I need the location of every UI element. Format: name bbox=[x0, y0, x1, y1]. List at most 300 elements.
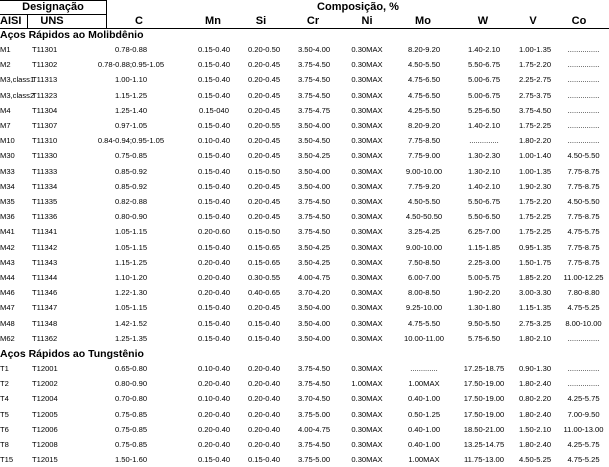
cell-aisi: T5 bbox=[0, 409, 9, 419]
cell-mn: 0.15-0.40 bbox=[197, 455, 231, 465]
aisi-uns-divider bbox=[27, 14, 28, 28]
table-row bbox=[0, 58, 609, 72]
cell-c: 1.05-1.15 bbox=[114, 242, 148, 252]
cell-uns: T11313 bbox=[32, 75, 58, 85]
cell-si: 0.15-0.40 bbox=[247, 318, 281, 328]
cell-cr: 3.50-4.00 bbox=[297, 166, 331, 176]
cell-cr: 3.50-4.50 bbox=[297, 136, 331, 146]
cell-co: 7.75-8.75 bbox=[567, 242, 600, 252]
cell-mn: 0.15-0.40 bbox=[197, 197, 231, 206]
cell-w: 5.00-5.75 bbox=[467, 273, 501, 282]
cell-co: 4.75-5.25 bbox=[567, 455, 600, 465]
col-header-v: V bbox=[529, 15, 537, 27]
cell-v: 0.80-2.20 bbox=[518, 394, 552, 404]
designacao-header: Designação bbox=[22, 1, 84, 13]
table-row bbox=[0, 256, 609, 270]
cell-ni: 0.30MAX bbox=[351, 45, 383, 54]
cell-cr: 3.75-4.50 bbox=[297, 60, 331, 70]
cell-v: 1.75-2.25 bbox=[518, 212, 552, 222]
cell-ni: 0.30MAX bbox=[351, 364, 383, 373]
cell-si: 0.20-0.45 bbox=[247, 75, 281, 85]
col-header-aisi: AISI bbox=[0, 15, 22, 27]
cell-mo: 1.00MAX bbox=[408, 379, 440, 389]
cell-v: 1.80-2.20 bbox=[518, 136, 552, 146]
cell-mo: 4.75-6.50 bbox=[407, 90, 441, 100]
cell-c: 0.65-0.80 bbox=[114, 364, 148, 373]
cell-w: 5.50-6.75 bbox=[467, 197, 501, 206]
cell-aisi: T6 bbox=[0, 424, 9, 434]
cell-ni: 0.30MAX bbox=[351, 303, 383, 313]
cell-si: 0.20-0.45 bbox=[247, 136, 281, 146]
cell-ni: 0.30MAX bbox=[351, 318, 383, 328]
cell-ni: 0.30MAX bbox=[351, 257, 383, 267]
cell-cr: 3.50-4.25 bbox=[297, 257, 331, 267]
col-header-mn: Mn bbox=[205, 15, 221, 27]
col-header-mo: Mo bbox=[415, 15, 431, 27]
header-top-rule bbox=[0, 0, 107, 1]
cell-si: 0.15-0.65 bbox=[247, 257, 281, 267]
cell-mo: 10.00-11.00 bbox=[404, 333, 444, 343]
col-header-c: C bbox=[135, 15, 143, 27]
cell-mo: 0.40-1.00 bbox=[407, 424, 441, 434]
cell-c: 1.00-1.10 bbox=[114, 75, 148, 85]
cell-mo: 7.50-8.50 bbox=[407, 257, 441, 267]
cell-ni: 0.30MAX bbox=[351, 60, 383, 70]
cell-v: 1.80-2.10 bbox=[518, 333, 552, 343]
cell-si: 0.40-0.65 bbox=[247, 288, 281, 298]
table-row bbox=[0, 180, 609, 194]
cell-mo: 4.25-5.50 bbox=[407, 105, 441, 115]
cell-c: 1.10-1.20 bbox=[114, 273, 148, 282]
cell-co: 7.80-8.80 bbox=[567, 288, 600, 298]
table-row bbox=[0, 453, 609, 467]
cell-v: 4.50-5.25 bbox=[518, 455, 552, 465]
cell-w: 1.15-1.85 bbox=[467, 242, 501, 252]
section-title: Aços Rápidos ao Tungstênio bbox=[0, 348, 144, 360]
cell-si: 0.20-0.40 bbox=[247, 424, 281, 434]
cell-mn: 0.15-0.40 bbox=[197, 60, 231, 70]
composicao-header: Composição, % bbox=[317, 1, 399, 13]
cell-ni: 0.30MAX bbox=[351, 242, 383, 252]
cell-cr: 3.70-4.50 bbox=[297, 394, 331, 404]
cell-aisi: T8 bbox=[0, 440, 9, 449]
cell-ni: 0.30MAX bbox=[351, 409, 383, 419]
cell-mn: 0.20-0.40 bbox=[197, 273, 231, 282]
cell-w: 5.75-6.50 bbox=[467, 333, 501, 343]
cell-mo: 1.00MAX bbox=[408, 455, 440, 465]
table-row bbox=[0, 438, 609, 452]
cell-c: 0.75-0.85 bbox=[114, 440, 148, 449]
cell-mo: 8.20-9.20 bbox=[407, 45, 441, 54]
cell-cr: 3.75-4.50 bbox=[297, 90, 331, 100]
cell-si: 0.20-0.45 bbox=[247, 60, 281, 70]
cell-co: 7.75-8.75 bbox=[567, 257, 600, 267]
cell-aisi: M44 bbox=[0, 273, 15, 282]
cell-c: 0.75-0.85 bbox=[114, 409, 148, 419]
cell-w: 1.30-2.10 bbox=[467, 166, 501, 176]
cell-ni: 0.30MAX bbox=[351, 227, 383, 237]
cell-uns: T11362 bbox=[32, 333, 58, 343]
cell-c: 1.50-1.60 bbox=[114, 455, 148, 465]
table-row bbox=[0, 271, 609, 285]
cell-w: 18.50-21.00 bbox=[463, 424, 505, 434]
cell-mn: 0.10-0.40 bbox=[197, 394, 231, 404]
cell-co: 11.00-12.25 bbox=[563, 273, 604, 282]
cell-mo: 4.75-6.50 bbox=[407, 75, 441, 85]
cell-mn: 0.15-0.40 bbox=[197, 151, 231, 161]
cell-w: 17.50-19.00 bbox=[463, 394, 505, 404]
cell-aisi: T2 bbox=[0, 379, 9, 389]
cell-c: 1.15-1.25 bbox=[114, 257, 148, 267]
table-row bbox=[0, 286, 609, 300]
cell-si: 0.20-0.50 bbox=[247, 45, 281, 54]
cell-mo: 7.75-9.00 bbox=[407, 151, 441, 161]
cell-co: 4.50-5.50 bbox=[567, 197, 600, 206]
cell-uns: T11304 bbox=[32, 105, 58, 115]
cell-uns: T11348 bbox=[32, 318, 58, 328]
table-row bbox=[0, 423, 609, 437]
table-row bbox=[0, 89, 609, 103]
cell-ni: 0.30MAX bbox=[351, 166, 383, 176]
cell-mo: 7.75-9.20 bbox=[407, 181, 441, 191]
cell-aisi: M4 bbox=[0, 105, 11, 115]
cell-mn: 0.20-0.40 bbox=[197, 440, 231, 449]
cell-v: 1.90-2.30 bbox=[518, 181, 552, 191]
cell-ni: 0.30MAX bbox=[351, 181, 383, 191]
cell-si: 0.20-0.45 bbox=[247, 90, 281, 100]
cell-co: 7.75-8.75 bbox=[567, 166, 600, 176]
cell-v: 1.85-2.20 bbox=[518, 273, 552, 282]
cell-mo: 8.00-8.50 bbox=[407, 288, 441, 298]
cell-uns: T11301 bbox=[32, 45, 58, 54]
cell-w: 17.25-18.75 bbox=[463, 364, 505, 373]
cell-cr: 3.75-5.00 bbox=[297, 409, 331, 419]
cell-aisi: M1 bbox=[0, 45, 11, 54]
cell-uns: T11302 bbox=[32, 60, 58, 70]
cell-co: ............... bbox=[567, 105, 600, 115]
cell-cr: 3.70-4.20 bbox=[297, 288, 331, 298]
cell-co: ............... bbox=[567, 121, 600, 130]
cell-uns: T11346 bbox=[32, 288, 58, 298]
cell-si: 0.15-0.65 bbox=[247, 242, 281, 252]
cell-w: 5.25-6.50 bbox=[467, 105, 501, 115]
cell-v: 2.75-3.75 bbox=[518, 90, 552, 100]
cell-si: 0.15-0.50 bbox=[247, 227, 281, 237]
cell-aisi: M48 bbox=[0, 318, 15, 328]
cell-mn: 0.15-0.40 bbox=[197, 318, 231, 328]
cell-co: 4.75-5.25 bbox=[567, 303, 600, 313]
cell-c: 0.97-1.05 bbox=[114, 121, 148, 130]
cell-c: 1.05-1.15 bbox=[114, 303, 148, 313]
col-header-si: Si bbox=[255, 15, 267, 27]
section-title: Aços Rápidos ao Molibdênio bbox=[0, 29, 144, 41]
cell-mo: 4.50-50.50 bbox=[405, 212, 443, 222]
col-header-cr: Cr bbox=[306, 15, 320, 27]
designacao-right-rule bbox=[106, 0, 107, 28]
cell-aisi: T4 bbox=[0, 394, 9, 404]
cell-c: 0.85-0.92 bbox=[114, 166, 148, 176]
cell-ni: 1.00MAX bbox=[351, 379, 383, 389]
cell-co: 7.75-8.75 bbox=[567, 181, 600, 191]
cell-ni: 0.30MAX bbox=[351, 75, 383, 85]
cell-mo: 4.50-5.50 bbox=[407, 197, 441, 206]
cell-aisi: M3,class2 bbox=[0, 90, 35, 100]
cell-uns: T12004 bbox=[32, 394, 58, 404]
cell-v: 1.00-1.35 bbox=[518, 45, 552, 54]
cell-mn: 0.10-0.40 bbox=[197, 364, 231, 373]
table-row bbox=[0, 392, 609, 406]
cell-mo: 9.00-10.00 bbox=[405, 166, 443, 176]
cell-co: ............... bbox=[567, 75, 600, 85]
cell-mn: 0.15-0.40 bbox=[197, 166, 231, 176]
cell-ni: 0.30MAX bbox=[351, 212, 383, 222]
cell-co: 4.25-5.75 bbox=[567, 394, 600, 404]
cell-c: 1.22-1.30 bbox=[114, 288, 148, 298]
cell-ni: 0.30MAX bbox=[351, 333, 383, 343]
cell-si: 0.20-0.45 bbox=[247, 197, 281, 206]
designacao-underline bbox=[0, 14, 107, 15]
cell-si: 0.15-0.40 bbox=[247, 455, 281, 465]
cell-w: 9.50-5.50 bbox=[467, 318, 501, 328]
cell-v: 1.75-2.20 bbox=[518, 60, 552, 70]
table-row bbox=[0, 332, 609, 346]
table-row bbox=[0, 225, 609, 239]
cell-aisi: M62 bbox=[0, 333, 15, 343]
cell-uns: T12005 bbox=[32, 409, 58, 419]
cell-uns: T12001 bbox=[32, 364, 58, 373]
cell-uns: T12006 bbox=[32, 424, 58, 434]
cell-ni: 0.30MAX bbox=[351, 105, 383, 115]
cell-v: 1.80-2.40 bbox=[518, 440, 552, 449]
col-header-co: Co bbox=[571, 15, 587, 27]
cell-w: 13.25-14.75 bbox=[463, 440, 505, 449]
cell-co: ............... bbox=[567, 379, 600, 389]
cell-aisi: M47 bbox=[0, 303, 15, 313]
cell-cr: 3.75-4.50 bbox=[297, 440, 331, 449]
cell-cr: 3.50-4.00 bbox=[297, 121, 331, 130]
cell-ni: 0.30MAX bbox=[351, 440, 383, 449]
cell-w: 1.30-1.80 bbox=[467, 303, 501, 313]
cell-aisi: M36 bbox=[0, 212, 15, 222]
cell-ni: 0.30MAX bbox=[351, 136, 383, 146]
cell-cr: 3.50-4.00 bbox=[297, 181, 331, 191]
cell-uns: T12008 bbox=[32, 440, 58, 449]
cell-mn: 0.20-0.60 bbox=[197, 227, 231, 237]
cell-aisi: T15 bbox=[0, 455, 14, 465]
cell-aisi: M30 bbox=[0, 151, 15, 161]
col-header-w: W bbox=[477, 15, 489, 27]
cell-v: 1.75-2.20 bbox=[518, 197, 552, 206]
cell-co: ............... bbox=[567, 60, 600, 70]
cell-mo: 7.75-8.50 bbox=[407, 136, 441, 146]
cell-aisi: M42 bbox=[0, 242, 15, 252]
table-row bbox=[0, 362, 609, 376]
cell-w: 17.50-19.00 bbox=[463, 379, 505, 389]
cell-si: 0.20-0.40 bbox=[247, 409, 281, 419]
cell-aisi: M43 bbox=[0, 257, 15, 267]
cell-c: 1.15-1.25 bbox=[114, 90, 148, 100]
table-row bbox=[0, 149, 609, 163]
table-row bbox=[0, 73, 609, 87]
cell-cr: 4.00-4.75 bbox=[297, 424, 331, 434]
cell-mn: 0.15-0.40 bbox=[197, 75, 231, 85]
cell-c: 0.80-0.90 bbox=[114, 212, 148, 222]
cell-v: 1.75-2.25 bbox=[518, 121, 552, 130]
cell-v: 1.50-1.75 bbox=[518, 257, 552, 267]
cell-aisi: M35 bbox=[0, 197, 15, 206]
cell-aisi: M3,class1 bbox=[0, 75, 35, 85]
cell-uns: T11334 bbox=[32, 181, 58, 191]
cell-w: 2.25-3.00 bbox=[467, 257, 501, 267]
cell-v: 1.75-2.25 bbox=[518, 227, 552, 237]
cell-cr: 3.75-4.50 bbox=[297, 227, 331, 237]
cell-uns: T11307 bbox=[32, 121, 58, 130]
cell-c: 1.25-1.35 bbox=[114, 333, 148, 343]
cell-c: 0.85-0.92 bbox=[114, 181, 148, 191]
cell-w: 1.90-2.20 bbox=[467, 288, 501, 298]
cell-uns: T11323 bbox=[32, 90, 58, 100]
cell-co: ............... bbox=[567, 45, 600, 54]
cell-w: 1.40-2.10 bbox=[467, 121, 501, 130]
cell-mo: 0.40-1.00 bbox=[407, 394, 441, 404]
cell-cr: 3.50-4.00 bbox=[297, 318, 331, 328]
cell-cr: 3.75-4.50 bbox=[297, 197, 331, 206]
cell-si: 0.20-0.40 bbox=[247, 379, 281, 389]
cell-uns: T11347 bbox=[32, 303, 58, 313]
cell-mn: 0.15-0.40 bbox=[197, 333, 231, 343]
cell-c: 0.78-0.88;0.95-1.05 bbox=[97, 60, 165, 70]
cell-si: 0.20-0.45 bbox=[247, 303, 281, 313]
cell-si: 0.20-0.40 bbox=[247, 364, 281, 373]
cell-si: 0.20-0.45 bbox=[247, 212, 281, 222]
cell-mo: 6.00-7.00 bbox=[407, 273, 441, 282]
cell-co: 4.50-5.50 bbox=[567, 151, 600, 161]
cell-v: 1.00-1.40 bbox=[518, 151, 552, 161]
cell-uns: T12015 bbox=[32, 455, 58, 465]
cell-mn: 0.20-0.40 bbox=[197, 379, 231, 389]
cell-w: 5.50-6.50 bbox=[467, 212, 501, 222]
cell-si: 0.20-0.40 bbox=[247, 394, 281, 404]
table-row bbox=[0, 119, 609, 133]
cell-si: 0.15-0.50 bbox=[247, 166, 281, 176]
cell-ni: 0.30MAX bbox=[351, 288, 383, 298]
cell-cr: 3.50-4.25 bbox=[297, 151, 331, 161]
cell-c: 0.84-0.94;0.95-1.05 bbox=[97, 136, 165, 146]
cell-cr: 3.50-4.00 bbox=[297, 333, 331, 343]
table-row bbox=[0, 104, 609, 118]
table-row bbox=[0, 317, 609, 331]
cell-mn: 0.20-0.40 bbox=[197, 288, 231, 298]
cell-cr: 3.75-4.75 bbox=[297, 105, 331, 115]
cell-co: 7.75-8.75 bbox=[567, 212, 600, 222]
cell-aisi: M46 bbox=[0, 288, 15, 298]
cell-v: 1.50-2.10 bbox=[518, 424, 552, 434]
cell-c: 0.70-0.80 bbox=[114, 394, 148, 404]
cell-co: 4.75-5.75 bbox=[567, 227, 600, 237]
cell-uns: T11333 bbox=[32, 166, 58, 176]
cell-mo: 0.40-1.00 bbox=[407, 440, 441, 449]
cell-cr: 3.50-4.25 bbox=[297, 242, 331, 252]
cell-cr: 4.00-4.75 bbox=[297, 273, 331, 282]
cell-w: 5.00-6.75 bbox=[467, 75, 501, 85]
cell-ni: 0.30MAX bbox=[351, 121, 383, 130]
cell-mn: 0.15-0.40 bbox=[197, 121, 231, 130]
cell-w: 1.40-2.10 bbox=[467, 181, 501, 191]
cell-si: 0.20-0.45 bbox=[247, 151, 281, 161]
cell-mo: 8.20-9.20 bbox=[407, 121, 441, 130]
cell-co: 4.25-5.75 bbox=[567, 440, 600, 449]
table-row bbox=[0, 301, 609, 315]
cell-ni: 0.30MAX bbox=[351, 273, 383, 282]
cell-ni: 0.30MAX bbox=[351, 151, 383, 161]
table-row bbox=[0, 134, 609, 148]
cell-ni: 0.30MAX bbox=[351, 394, 383, 404]
cell-v: 1.80-2.40 bbox=[518, 379, 552, 389]
cell-w: 5.50-6.75 bbox=[467, 60, 501, 70]
cell-cr: 3.75-4.50 bbox=[297, 212, 331, 222]
cell-cr: 3.50-4.00 bbox=[297, 303, 331, 313]
table-row bbox=[0, 408, 609, 422]
cell-mo: ............. bbox=[410, 364, 438, 373]
cell-ni: 0.30MAX bbox=[351, 197, 383, 206]
cell-aisi: M10 bbox=[0, 136, 15, 146]
cell-c: 0.75-0.85 bbox=[114, 151, 148, 161]
cell-c: 0.82-0.88 bbox=[114, 197, 148, 206]
cell-mn: 0.15-0.40 bbox=[197, 90, 231, 100]
cell-co: ............... bbox=[567, 90, 600, 100]
cell-co: 11.00-13.00 bbox=[563, 424, 604, 434]
cell-co: 7.00-9.50 bbox=[567, 409, 600, 419]
cell-mn: 0.20-0.40 bbox=[197, 409, 231, 419]
cell-uns: T11335 bbox=[32, 197, 58, 206]
cell-mn: 0.20-0.40 bbox=[197, 257, 231, 267]
cell-cr: 3.75-4.50 bbox=[297, 379, 331, 389]
cell-cr: 3.50-4.00 bbox=[297, 45, 331, 54]
cell-c: 0.78-0.88 bbox=[114, 45, 148, 54]
cell-v: 2.75-3.25 bbox=[518, 318, 552, 328]
cell-mn: 0.15-0.40 bbox=[197, 212, 231, 222]
cell-v: 0.95-1.35 bbox=[518, 242, 552, 252]
cell-co: ............... bbox=[567, 136, 600, 146]
cell-aisi: M2 bbox=[0, 60, 11, 70]
cell-uns: T11336 bbox=[32, 212, 58, 222]
table-row bbox=[0, 210, 609, 224]
cell-w: 1.40-2.10 bbox=[467, 45, 501, 54]
cell-uns: T11344 bbox=[32, 273, 58, 282]
cell-w: 17.50-19.00 bbox=[463, 409, 505, 419]
cell-mo: 4.50-5.50 bbox=[407, 60, 441, 70]
cell-co: ............... bbox=[567, 364, 600, 373]
table-row bbox=[0, 195, 609, 209]
table-row bbox=[0, 241, 609, 255]
cell-c: 1.05-1.15 bbox=[114, 227, 148, 237]
cell-mn: 0.10-0.40 bbox=[197, 136, 231, 146]
header-row-columns bbox=[0, 14, 609, 28]
col-header-ni: Ni bbox=[361, 15, 373, 27]
cell-w: .............. bbox=[469, 136, 499, 146]
col-header-uns: UNS bbox=[40, 15, 64, 27]
cell-w: 6.25-7.00 bbox=[467, 227, 501, 237]
cell-aisi: M33 bbox=[0, 166, 15, 176]
cell-aisi: M7 bbox=[0, 121, 11, 130]
cell-uns: T11342 bbox=[32, 242, 58, 252]
cell-v: 1.00-1.35 bbox=[518, 166, 552, 176]
cell-aisi: M41 bbox=[0, 227, 15, 237]
cell-v: 0.90-1.30 bbox=[518, 364, 552, 373]
cell-mo: 0.50-1.25 bbox=[407, 409, 441, 419]
cell-mo: 3.25-4.25 bbox=[407, 227, 441, 237]
header-row-top bbox=[0, 0, 609, 14]
